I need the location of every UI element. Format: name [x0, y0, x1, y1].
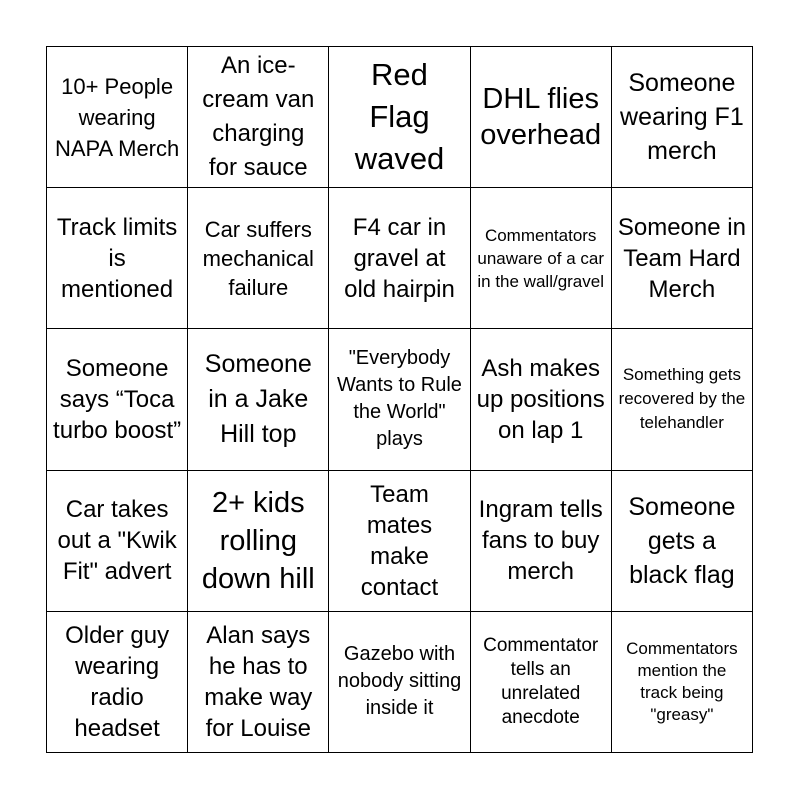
cell-text: An ice-cream van charging for sauce — [202, 52, 315, 182]
cell-text: Team mates make contact — [360, 480, 439, 601]
cell-text: "Everybody Wants to Rule the World" plays — [337, 347, 462, 451]
cell-text: Older guy wearing radio headset — [65, 621, 170, 742]
cell-text: Red Flag waved — [354, 57, 445, 177]
cell-text: Someone in Team Hard Merch — [617, 213, 746, 303]
bingo-cell-r3c3[interactable] — [329, 329, 470, 470]
cell-text: Someone gets a black flag — [628, 492, 736, 589]
bingo-cell-r1c4[interactable] — [471, 47, 612, 188]
cell-text: Commentator tells an unrelated anecdote — [483, 634, 599, 728]
bingo-cell-r2c1[interactable] — [47, 188, 188, 329]
cell-text: Commentators mention the track being "greasy" — [626, 638, 738, 724]
bingo-cell-r2c3[interactable] — [329, 188, 470, 329]
bingo-cell-r5c3[interactable] — [329, 612, 470, 753]
cell-text: DHL flies overhead — [480, 83, 602, 152]
bingo-cell-r5c4[interactable] — [471, 612, 612, 753]
bingo-cell-r1c1[interactable] — [47, 47, 188, 188]
cell-text: Ingram tells fans to buy merch — [478, 496, 603, 586]
bingo-cell-r4c1[interactable] — [47, 471, 188, 612]
bingo-cell-r1c5[interactable] — [612, 47, 753, 188]
bingo-cell-r2c5[interactable] — [612, 188, 753, 329]
cell-text: Commentators unaware of a car in the wall/gravel — [477, 225, 605, 291]
bingo-cell-r5c1[interactable] — [47, 612, 188, 753]
bingo-cell-r5c2[interactable] — [188, 612, 329, 753]
cell-text: Someone in a Jake Hill top — [204, 349, 312, 448]
cell-text: Ash makes up positions on lap 1 — [476, 354, 605, 444]
cell-text: Car suffers mechanical failure — [202, 216, 314, 300]
bingo-cell-r2c4[interactable] — [471, 188, 612, 329]
bingo-cell-r1c3[interactable] — [329, 47, 470, 188]
cell-text: Alan says he has to make way for Louise — [204, 621, 313, 742]
bingo-cell-r1c2[interactable] — [188, 47, 329, 188]
cell-text: Track limits is mentioned — [56, 213, 178, 303]
cell-text: Gazebo with nobody sitting inside it — [337, 643, 462, 720]
cell-text: 2+ kids rolling down hill — [201, 486, 315, 595]
cell-text: Someone wearing F1 merch — [620, 69, 744, 166]
bingo-cell-r3c5[interactable] — [612, 329, 753, 470]
bingo-cell-r4c4[interactable] — [471, 471, 612, 612]
bingo-cell-r4c5[interactable] — [612, 471, 753, 612]
bingo-board — [46, 46, 753, 753]
cell-text: Car takes out a "Kwik Fit" advert — [57, 496, 177, 586]
bingo-cell-r3c1[interactable] — [47, 329, 188, 470]
bingo-cell-r3c2[interactable] — [188, 329, 329, 470]
bingo-cell-r5c5[interactable] — [612, 612, 753, 753]
cell-text: F4 car in gravel at old hairpin — [344, 213, 455, 303]
bingo-cell-r3c4[interactable] — [471, 329, 612, 470]
bingo-cell-r4c2[interactable] — [188, 471, 329, 612]
bingo-cell-r2c2[interactable] — [188, 188, 329, 329]
cell-text: Something gets recovered by the telehandler — [618, 365, 746, 433]
bingo-cell-r4c3[interactable] — [329, 471, 470, 612]
cell-text: 10+ People wearing NAPA Merch — [54, 73, 180, 161]
cell-text: Someone says “Toca turbo boost” — [53, 354, 182, 444]
